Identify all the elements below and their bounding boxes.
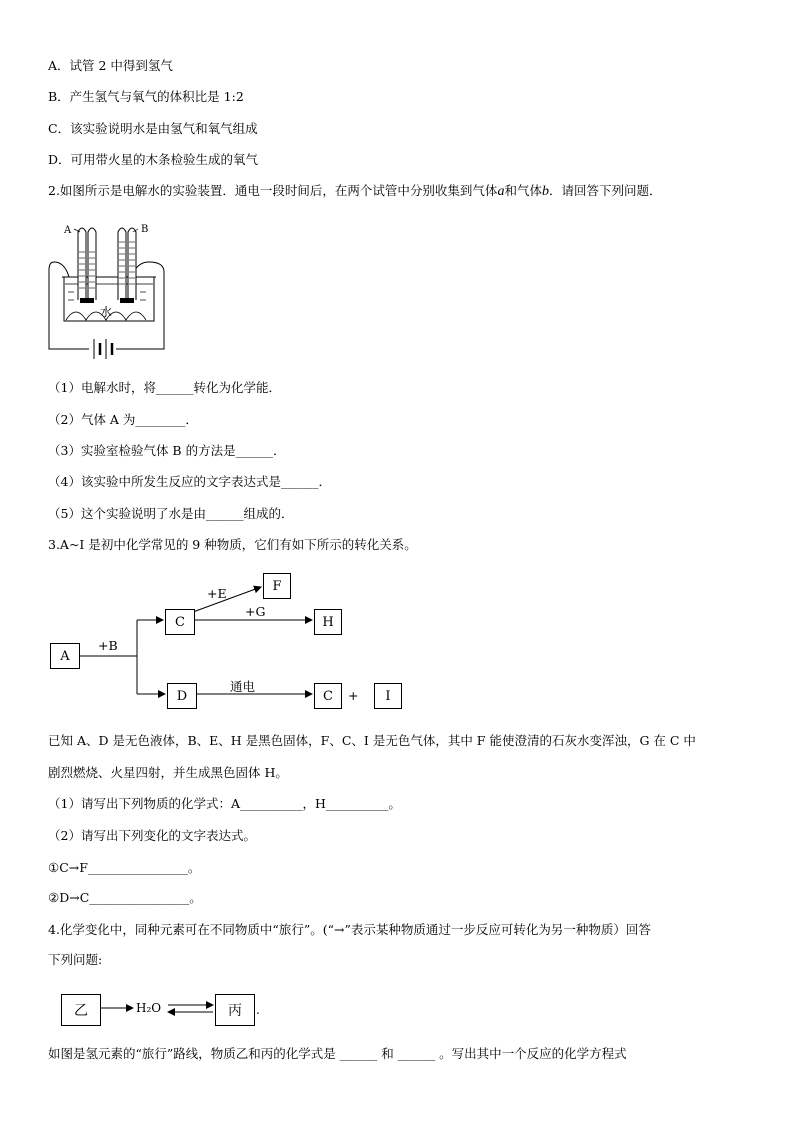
- q2-stem-pre: 2.如图所示是电解水的实验装置．通电一段时间后，在两个试管中分别收集到气体: [48, 183, 498, 198]
- q2-sub1: （1）电解水时，将______转化为化学能．: [48, 380, 281, 395]
- q1-option-a: A．试管 2 中得到氢气: [48, 58, 173, 73]
- q2-sub2: （2）气体 A 为________．: [48, 412, 198, 427]
- q3-reaction1: ①C→F________________。: [48, 860, 201, 875]
- node-d: D: [167, 683, 197, 709]
- q2-gas-b: b: [541, 184, 549, 199]
- q4-stem-line1: 4.化学变化中，同种元素可在不同物质中“旅行”。(“→”表示某种物质通过一步反应可转化为另一种物质）回答: [48, 922, 651, 937]
- node-c-product: C: [314, 683, 342, 709]
- q2-sub4: （4）该实验中所发生反应的文字表达式是______．: [48, 474, 331, 489]
- q3-known-line2: 剧烈燃烧、火星四射，并生成黑色固体 H。: [48, 765, 288, 780]
- plus-sign: +: [348, 688, 359, 703]
- node-h: H: [314, 609, 342, 635]
- label-plus-b: +B: [98, 638, 118, 653]
- tube-b-label: B: [141, 224, 149, 235]
- node-bing: 丙: [215, 994, 255, 1026]
- q1-option-c: C．该实验说明水是由氢气和氧气组成: [48, 121, 258, 136]
- node-f: F: [263, 573, 291, 599]
- node-i: I: [374, 683, 402, 709]
- q2-stem-mid: 和气体: [504, 183, 542, 198]
- tube-a-label: A: [64, 225, 72, 236]
- q3-sub2: （2）请写出下列变化的文字表达式。: [48, 828, 256, 843]
- diagram-trailing-dot: .: [256, 1003, 260, 1017]
- q2-sub3: （3）实验室检验气体 B 的方法是______．: [48, 443, 286, 458]
- q3-reaction2: ②D→C________________。: [48, 890, 202, 905]
- q3-sub1: （1）请写出下列物质的化学式：A__________，H__________。: [48, 796, 401, 811]
- label-electrolysis: 通电: [230, 679, 256, 694]
- q2-stem-post: ．请回答下列问题．: [548, 183, 662, 198]
- node-yi: 乙: [61, 994, 101, 1026]
- label-plus-g: +G: [245, 604, 266, 619]
- water-label: 水: [100, 305, 113, 319]
- label-plus-e: +E: [207, 586, 227, 601]
- node-c: C: [165, 609, 195, 635]
- q3-known-line1: 已知 A、D 是无色液体，B、E、H 是黑色固体，F、C、I 是无色气体，其中 F 能使澄清的石灰水变浑浊，G 在 C 中: [48, 733, 696, 748]
- node-a: A: [50, 643, 80, 669]
- q2-gas-a: a: [497, 184, 505, 199]
- q3-stem: 3.A~I 是初中化学常见的 9 种物质，它们有如下所示的转化关系。: [48, 537, 417, 552]
- q1-option-d: D．可用带火星的木条检验生成的氧气: [48, 152, 259, 167]
- q4-stem-line2: 下列问题:: [48, 952, 103, 967]
- q1-option-b: B．产生氢气与氧气的体积比是 1:2: [48, 89, 244, 104]
- q2-sub5: （5）这个实验说明了水是由______组成的．: [48, 506, 294, 521]
- q4-final-line: 如图是氢元素的“旅行”路线，物质乙和丙的化学式是 ______ 和 ______ 。写出其中一个反应的化学方程式: [48, 1046, 627, 1061]
- h2o-label: H₂O: [136, 1001, 162, 1015]
